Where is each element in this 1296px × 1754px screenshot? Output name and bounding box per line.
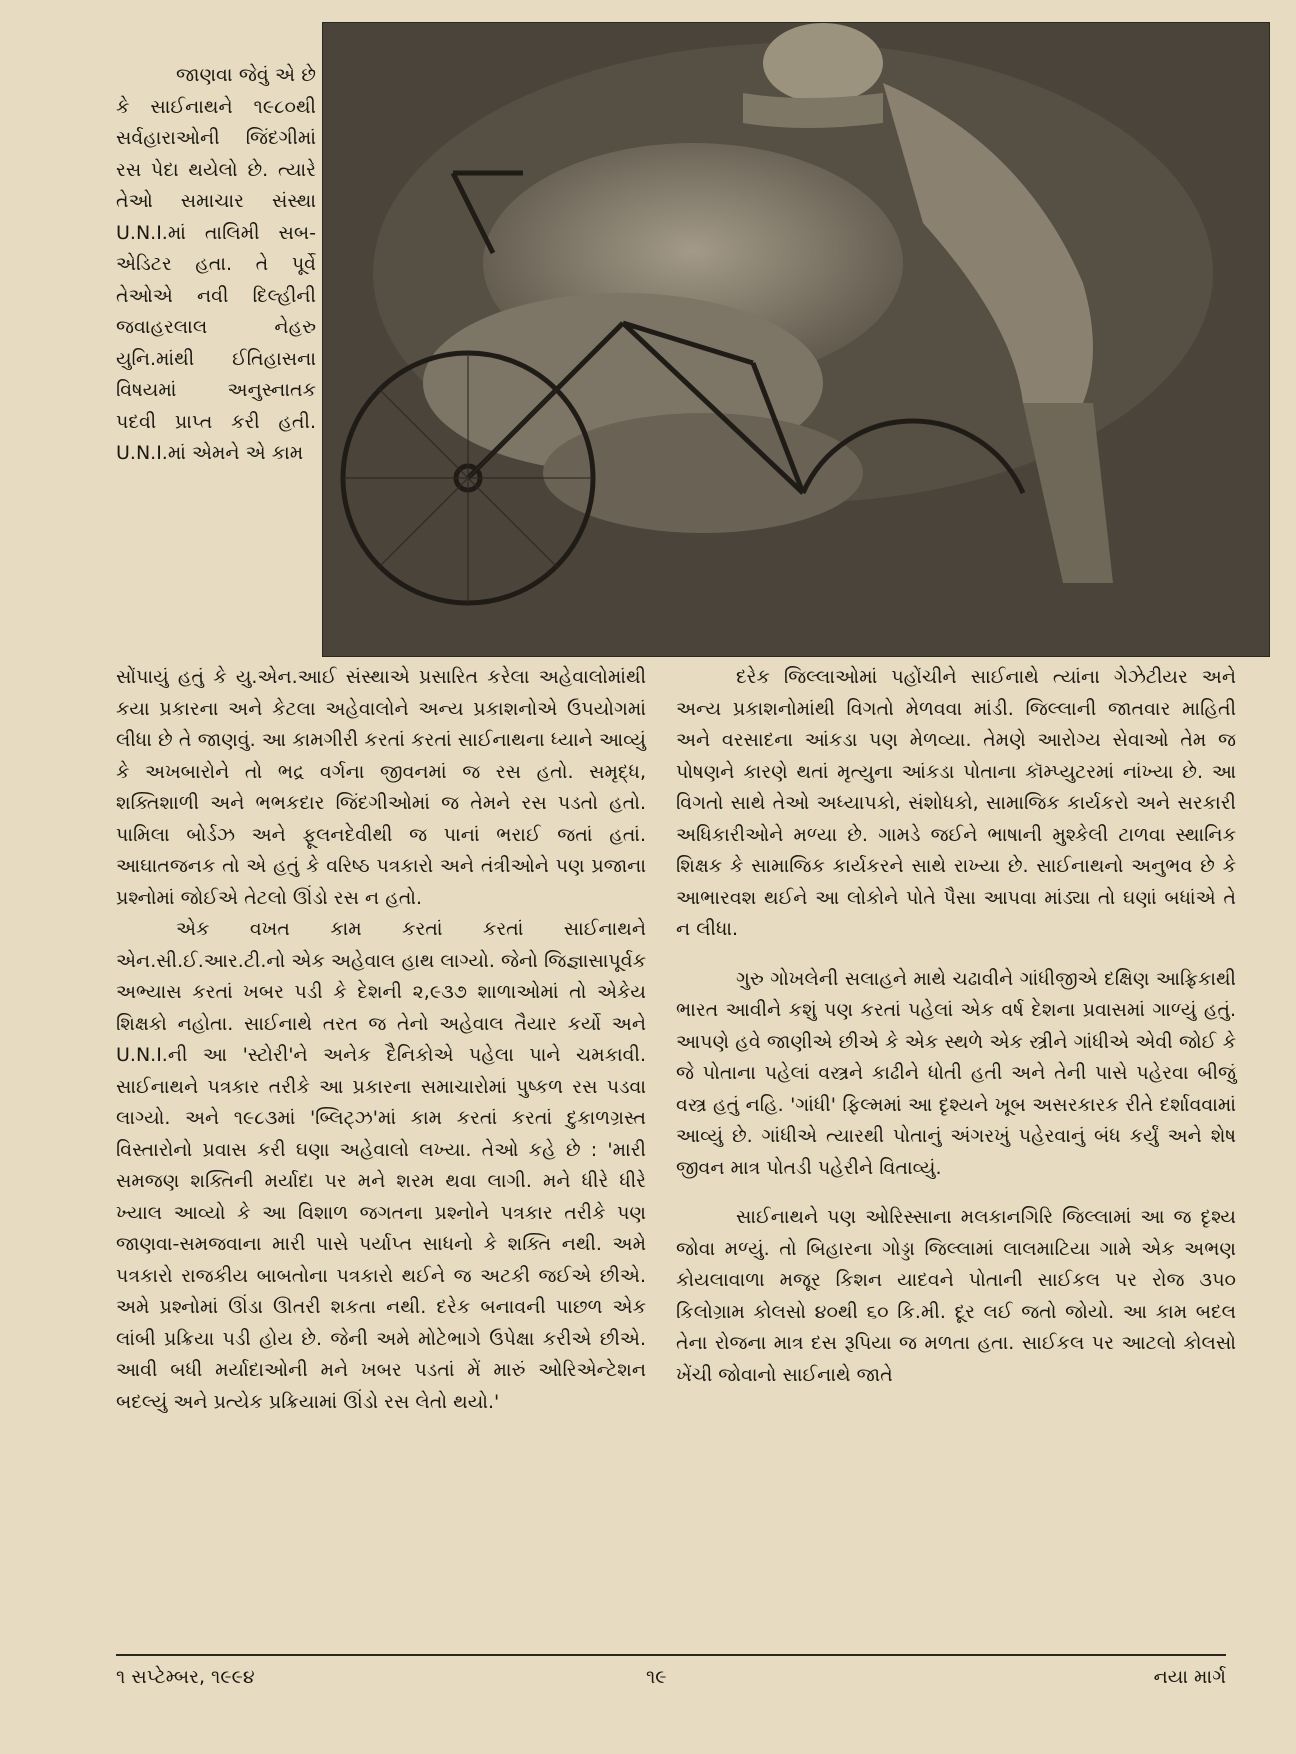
- page-footer: [116, 1654, 1226, 1696]
- page-number: ૧૯: [646, 1666, 667, 1688]
- magazine-name: નયા માર્ગ: [1153, 1666, 1226, 1688]
- paragraph: દરેક જિલ્લાઓમાં પહોંચીને સાઈનાથે ત્યાંના ગેઝેટીયર અને અન્ય પ્રકાશનોમાંથી વિગતો મેળવવા માંડી. જિલ્લાની જાતવાર માહિતી અને વરસાદના આંકડા પણ મેળવ્યા. તેમણે આરોગ્ય સેવાઓ તેમ જ પોષણને કારણે થતાં મૃત્યુના આંકડા પોતાના કૉમ્પ્યુટરમાં નાંખ્યા છે. આ વિગતો સાથે તેઓ અધ્યાપકો, સંશોધકો, સામાજિક કાર્યકરો અને સરકારી અધિકારીઓને મળ્યા છે. ગામડે જઈને ભાષાની મુશ્કેલી ટાળવા સ્થાનિક શિક્ષક કે સામાજિક કાર્યકરને સાથે રાખ્યા છે. સાઈનાથનો અનુભવ છે કે આભારવશ થઈને આ લોકોને પોતે પૈસા આપવા માંડ્યા તો ઘણાં બધાંએ તે ન લીધા.: [676, 666, 1236, 940]
- issue-date: ૧ સપ્ટેમ્બર, ૧૯૯૪: [116, 1666, 255, 1688]
- paragraph: સોંપાયું હતું કે યુ.એન.આઈ સંસ્થાએ પ્રસારિત કરેલા અહેવાલોમાંથી કયા પ્રકારના અને કેટલા અહેવાલોને અન્ય પ્રકાશનોએ ઉપયોગમાં લીધા છે તે જાણવું. આ કામગીરી કરતાં કરતાં સાઈનાથના ધ્યાને આવ્યું કે અખબારોને તો ભદ્ર વર્ગના જીવનમાં જ રસ હતો. સમૃદ્ધ, શક્તિશાળી અને ભભકદાર જિંદગીઓમાં જ તેમને રસ પડતો હતો. પામિલા બોર્ડઝ અને ફૂલનદેવીથી જ પાનાં ભરાઈ જતાં હતાં. આઘાતજનક તો એ હતું કે વરિષ્ઠ પત્રકારો અને તંત્રીઓને પણ પ્રજાના પ્રશ્નોમાં જોઈએ તેટલો ઊંડો રસ ન હતો.: [116, 666, 646, 909]
- right-column: [676, 662, 1236, 1391]
- left-column: [116, 662, 646, 1418]
- paragraph: ગુરુ ગોખલેની સલાહને માથે ચઢાવીને ગાંધીજીએ દક્ષિણ આફ્રિકાથી ભારત આવીને કશું પણ કરતાં પહેલાં એક વર્ષ દેશના પ્રવાસમાં ગાળ્યું હતું. આપણે હવે જાણીએ છીએ કે એક સ્થળે એક સ્ત્રીને ગાંધીએ એવી જોઈ કે જે પોતાના પહેલાં વસ્ત્રને કાઢીને ધોતી હતી અને તેની પાસે પહેરવા બીજું વસ્ત્ર હતું નહિ. 'ગાંધી' ફિલ્મમાં આ દૃશ્યને ખૂબ અસરકારક રીતે દર્શાવવામાં આવ્યું છે. ગાંધીએ ત્યારથી પોતાનું અંગરખું પહેરવાનું બંધ કર્યું અને શેષ જીવન માત્ર પોતડી પહેરીને વિતાવ્યું.: [676, 967, 1236, 1179]
- photo-illustration: [323, 23, 1269, 656]
- bicycle-coal-photo: [322, 22, 1270, 657]
- intro-column: [116, 60, 316, 470]
- man-head: [763, 23, 883, 103]
- paragraph: એક વખત કામ કરતાં કરતાં સાઈનાથને એન.સી.ઈ.આર.ટી.નો એક અહેવાલ હાથ લાગ્યો. જેનો જિજ્ઞાસાપૂર્વક અભ્યાસ કરતાં ખબર પડી કે દેશની ૨,૯૩૭ શાળાઓમાં તો એકેય શિક્ષકો નહોતા. સાઈનાથે તરત જ તેનો અહેવાલ તૈયાર કર્યો અને U.N.I.ની આ 'સ્ટોરી'ને અનેક દૈનિકોએ પહેલા પાને ચમકાવી. સાઈનાથને પત્રકાર તરીકે આ પ્રકારના સમાચારોમાં પુષ્કળ રસ પડવા લાગ્યો. અને ૧૯૮૩માં 'બ્લિટ્ઝ'માં કામ કરતાં કરતાં દુકાળગ્રસ્ત વિસ્તારોનો પ્રવાસ કરી ઘણા અહેવાલો લખ્યા. તેઓ કહે છે : 'મારી સમજણ શક્તિની મર્યાદા પર મને શરમ થવા લાગી. મને ધીરે ધીરે ખ્યાલ આવ્યો કે આ વિશાળ જગતના પ્રશ્નોને પત્રકાર તરીકે પણ જાણવા-સમજવાના મારી પાસે પર્યાપ્ત સાધનો કે શક્તિ નથી. અમે પત્રકારો રાજકીય બાબતોના પત્રકારો થઈને જ અટકી જઈએ છીએ. અમે પ્રશ્નોમાં ઊંડા ઊતરી શકતા નથી. દરેક બનાવની પાછળ એક લાંબી પ્રક્રિયા પડી હોય છે. જેની અમે મોટેભાગે ઉપેક્ષા કરીએ છીએ. આવી બધી મર્યાદાઓની મને ખબર પડતાં મેં મારું ઓરિએન્ટેશન બદલ્યું અને પ્રત્યેક પ્રક્રિયામાં ઊંડો રસ લેતો થયો.': [116, 918, 646, 1413]
- paragraph: સાઈનાથને પણ ઓરિસ્સાના મલકાનગિરિ જિલ્લામાં આ જ દૃશ્ય જોવા મળ્યું. તો બિહારના ગોડ્ડા જિલ્લામાં લાલમાટિયા ગામે એક અભણ કોયલાવાળા મજૂર કિશન યાદવને પોતાની સાઈકલ પર રોજ ૩૫૦ કિલોગ્રામ કોલસો ૪૦થી ૬૦ કિ.મી. દૂર લઈ જતો જોયો. આ કામ બદલ તેના રોજના માત્ર દસ રૂપિયા જ મળતા હતા. સાઈકલ પર આટલો કોલસો ખેંચી જોવાનો સાઈનાથે જાતે: [676, 1206, 1236, 1386]
- intro-paragraph: જાણવા જેવું એ છે કે સાઈનાથને ૧૯૮૦થી સર્વહારાઓની જિંદગીમાં રસ પેદા થયેલો છે. ત્યારે તેઓ સમાચાર સંસ્થા U.N.I.માં તાલિમી સબ-એડિટર હતા. તે પૂર્વે તેઓએ નવી દિલ્હીની જવાહરલાલ નેહરુ યુનિ.માંથી ઈતિહાસના વિષયમાં અનુસ્નાતક પદવી પ્રાપ્ત કરી હતી. U.N.I.માં એમને એ કામ: [116, 64, 316, 464]
